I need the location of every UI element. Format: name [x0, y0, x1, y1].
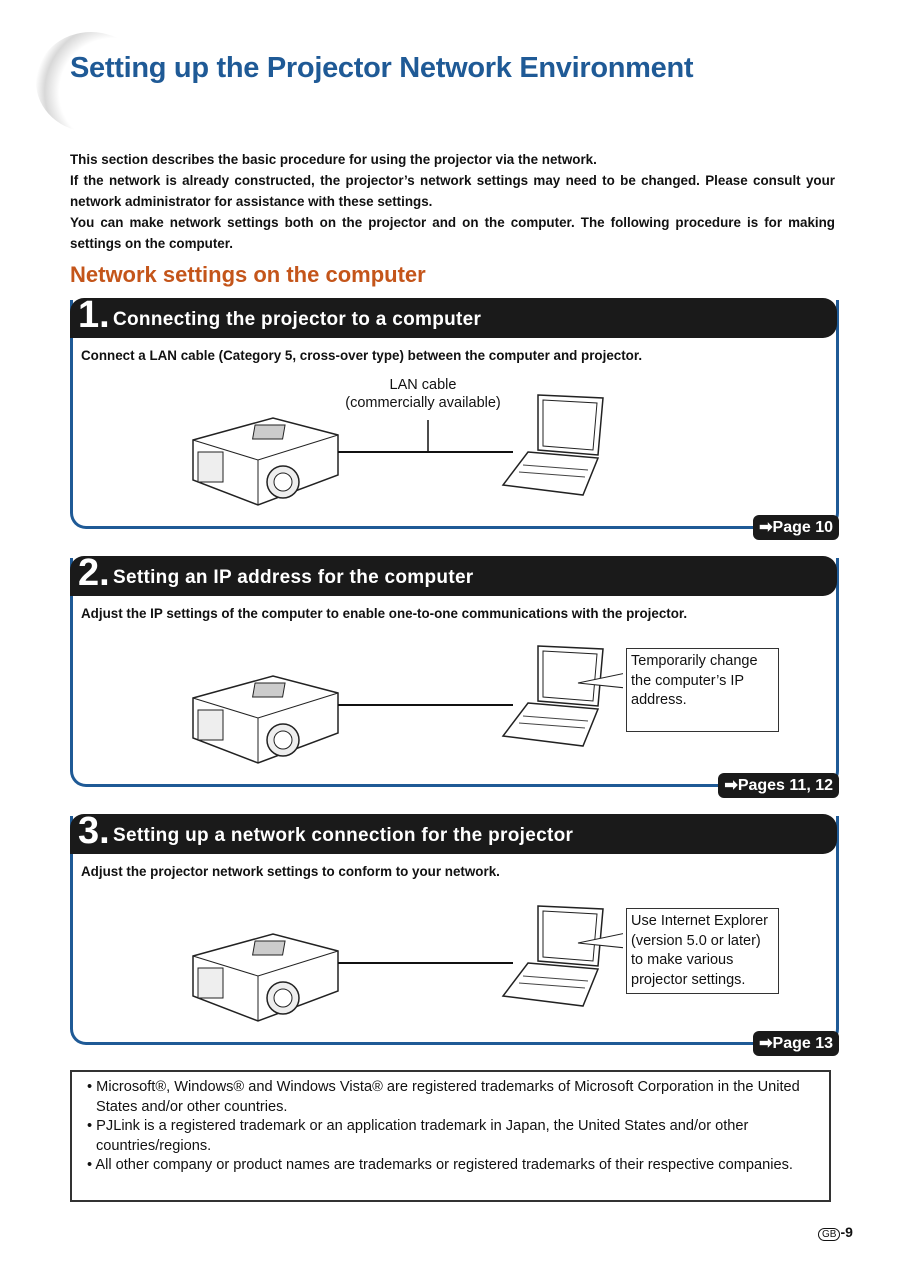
step-title: Setting up a network connection for the projector	[113, 825, 574, 846]
intro-text	[70, 149, 835, 254]
trademark-item: • PJLink is a registered trademark or an application trademark in Japan, the United States and/or other countries/regions.	[84, 1117, 821, 1156]
step-1-box	[70, 294, 839, 536]
step-description: Adjust the IP settings of the computer to enable one-to-one communications with the projector.	[81, 606, 688, 621]
step-header	[70, 294, 837, 338]
laptop-icon	[503, 395, 603, 495]
laptop-icon	[503, 906, 623, 1006]
label-line: LAN cable	[389, 377, 457, 393]
intro-paragraph: This section describes the basic procedure for using the projector via the network.	[70, 152, 597, 167]
projector-icon	[193, 676, 338, 763]
callout-box: Temporarily change the computer’s IP address.	[626, 648, 779, 732]
step-title: Connecting the projector to a computer	[113, 309, 482, 330]
step-title: Setting an IP address for the computer	[113, 567, 474, 588]
callout-box: Use Internet Explorer (version 5.0 or later) to make various projector settings.	[626, 908, 779, 994]
step-3-box	[70, 810, 839, 1052]
projector-icon	[193, 418, 338, 505]
step-number: 1.	[78, 294, 110, 336]
section-heading: Network settings on the computer	[70, 262, 426, 287]
step-header	[70, 552, 837, 596]
step-2-box	[70, 552, 839, 794]
page-number	[818, 1224, 853, 1241]
connection-illustration	[183, 380, 623, 510]
trademark-item: • All other company or product names are trademarks or registered trademarks of their respective companies.	[84, 1156, 821, 1176]
step-description: Connect a LAN cable (Category 5, cross-over type) between the computer and projector.	[81, 348, 643, 363]
connection-illustration	[183, 638, 623, 768]
connection-illustration	[183, 896, 623, 1026]
step-description: Adjust the projector network settings to conform to your network.	[81, 864, 500, 879]
trademark-item: • Microsoft®, Windows® and Windows Vista® are registered trademarks of Microsoft Corporation in the United States and/or other countries.	[84, 1078, 821, 1117]
intro-paragraph: You can make network settings both on the projector and on the computer. The following procedure is for making settings on the computer.	[70, 215, 835, 251]
page-reference-link[interactable]: ➡Page 10	[753, 515, 839, 540]
page-number-value: -9	[840, 1224, 853, 1240]
trademark-notes	[70, 1070, 831, 1202]
intro-paragraph: If the network is already constructed, the projector’s network settings may need to be changed. Please consult your network administrator for assistance with these settings.	[70, 173, 835, 209]
page-reference-link[interactable]: ➡Page 13	[753, 1031, 839, 1056]
page-reference-link[interactable]: ➡Pages 11, 12	[718, 773, 839, 798]
step-number: 2.	[78, 552, 110, 594]
region-badge: GB	[818, 1228, 840, 1241]
laptop-icon	[503, 646, 623, 746]
projector-icon	[193, 934, 338, 1021]
step-number: 3.	[78, 810, 110, 852]
step-header	[70, 810, 837, 854]
label-line: (commercially available)	[345, 395, 501, 411]
page-title: Setting up the Projector Network Environment	[70, 52, 694, 84]
